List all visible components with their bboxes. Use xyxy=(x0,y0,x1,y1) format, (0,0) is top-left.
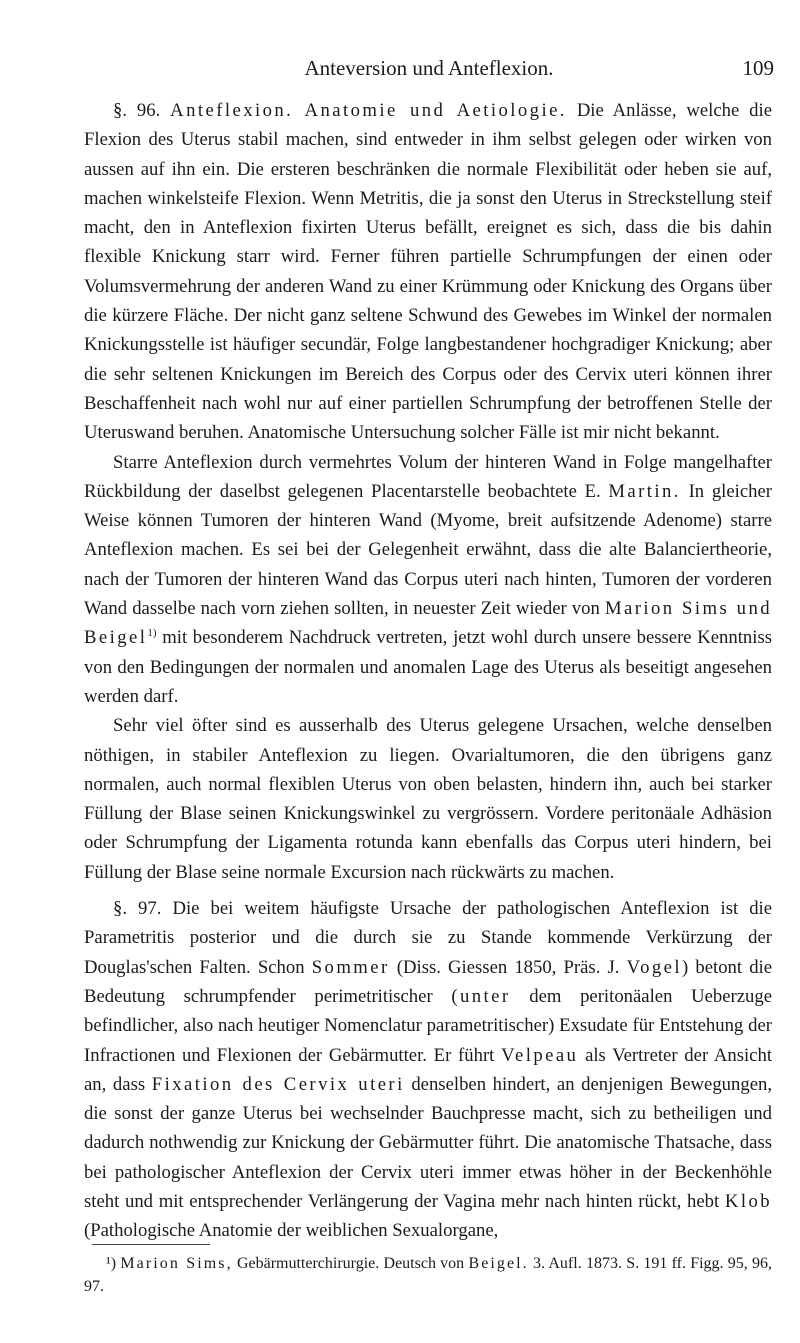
footnote-mark: ¹) xyxy=(106,1255,117,1272)
paragraph-text: mit besonderem Nachdruck vertreten, jetzt wohl durch unsere bessere Kenntniss von den Bedingungen der normalen und anomalen Lage des Uterus als beseitigt angesehen werden darf. xyxy=(84,627,773,707)
paragraph-96 xyxy=(84,96,772,448)
author-name-martin: Martin. xyxy=(608,480,681,502)
paragraph-text: als Vertreter der Ansicht an, dass xyxy=(84,1044,773,1095)
paragraph-text: Die Anlässe, welche die Flexion des Uterus stabil machen, sind entweder in ihm selbst gelegen oder wirken von aussen auf ihn ein. Die ersteren beschränken die normale Flexibilität oder heben sie auf, machen winkelsteife Flexion. Wenn Metritis, die ja sonst den Uterus in Streckstellung steif macht, den in Anteflexion fixirten Uterus befällt, ereignet es sich, dass die bis dahin flexible Knickung starr wird. Ferner führen partielle Schrumpfungen der einen oder Volumsvermehrung der anderen Wand zu einer Krümmung oder Knickung des Organs über die kürzere Fläche. Der nicht ganz seltene Schwund des Gewebes im Winkel der normalen Knickungsstelle ist häufiger secundär, Folge langbestandener hochgradiger Knickung; aber die sehr seltenen Knickungen im Bereich des Corpus oder des Cervix uteri können ihrer Beschaffenheit nach wohl nur auf einer partiellen Schrumpfung der betroffenen Stelle der Uteruswand beruhen. Anatomische Untersuchung solcher Fälle ist mir nicht bekannt. xyxy=(84,100,773,444)
paragraph-text: denselben hindert, an denjenigen Bewegungen, die sonst der ganze Uterus bei wechselnder Bauchpresse macht, sich zu betheiligen und dadurch nothwendig zur Knickung der Gebärmutter führt. Die anatomische Thatsache, dass bei pathologischer Anteflexion der Cervix uteri immer etwas höher in der Beckenhöhle steht und mit entsprechender Verlängerung der Vagina mehr nach hinten rückt, hebt xyxy=(84,1073,773,1212)
section-number: §. 97. xyxy=(113,898,162,920)
page-number: 109 xyxy=(742,56,774,80)
author-name-velpeau: Velpeau xyxy=(501,1044,579,1066)
section-heading: Anteflexion. Anatomie und Aetiologie. xyxy=(170,100,567,121)
footnote-text: 3. Aufl. 1873. S. 191 ff. Figg. 95, 96, 97. xyxy=(84,1255,773,1295)
paragraph-text: (Pathologische Anatomie der weiblichen Sexualorgane, xyxy=(84,1220,499,1242)
author-name-klob: Klob xyxy=(724,1190,772,1212)
paragraph-text: Starre Anteflexion durch vermehrtes Volum der hinteren Wand in Folge mangelhafter Rückbildung der daselbst gelegenen Placentarstelle beobachtete E. xyxy=(84,451,772,502)
footnote-authors: Marion Sims, xyxy=(120,1255,233,1272)
emphasis-fixation: Fixation des Cervix uteri xyxy=(151,1073,405,1095)
emphasis-unter: (unter xyxy=(451,985,511,1007)
author-name-sommer: Sommer xyxy=(311,956,390,978)
paragraph-text: Die bei weitem häufigste Ursache der pathologischen Anteflexion ist die Parametritis posterior und die durch sie zu Stande kommende Verkürzung der Douglas'schen Falten. Schon xyxy=(84,898,773,978)
paragraph-text: (Diss. Giessen 1850, Präs. J. xyxy=(396,956,620,978)
paragraph-ausserhalb xyxy=(84,711,772,887)
footnotes xyxy=(84,1252,772,1298)
paragraph-text: Sehr viel öfter sind es ausserhalb des Uterus gelegene Ursachen, welche denselben nöthigen, in stabiler Anteflexion zu liegen. Ovarialtumoren, die den übrigens ganz normalen, auch normal flexiblen Uterus von oben belasten, hindern ihn, auch bei starker Füllung der Blase seinen Knickungswinkel zu vergrössern. Vordere peritonäale Adhäsion oder Schrumpfung der Ligamenta rotunda kann ebenfalls das Corpus uteri hindern, bei Füllung der Blase seine normale Excursion nach rückwärts zu machen. xyxy=(84,715,772,883)
footnote-divider xyxy=(92,1244,210,1245)
footnote-1 xyxy=(84,1252,772,1298)
footnote-translator: Beigel. xyxy=(468,1255,529,1272)
paragraph-starre-anteflexion xyxy=(84,448,772,712)
paragraph-97 xyxy=(84,894,772,1246)
paragraph-text: In gleicher Weise können Tumoren der hinteren Wand (Myome, breit aufsitzende Adenome) starre Anteflexion machen. Es sei bei der Gelegenheit erwähnt, dass die alte Balanciertheorie, nach der Tumoren der hinteren Wand das Corpus uteri nach hinten, Tumoren der vorderen Wand dasselbe nach vorn ziehen sollten, in neuester Zeit wieder von xyxy=(84,480,772,620)
footnote-reference: 1) xyxy=(147,627,157,640)
author-name-sims-beigel: Marion Sims und Beigel xyxy=(84,598,773,649)
paragraph-text: dem peritonäalen Ueberzuge befindlicher, also nach heutiger Nomenclatur parametritischer) Exsudate für Entstehung der Infractionen und Flexionen der Gebärmutter. Er führt xyxy=(84,985,773,1066)
main-text xyxy=(84,96,772,1246)
paragraph-text: ) betont die Bedeutung schrumpfender perimetritischer xyxy=(84,956,773,1007)
running-title: Anteversion und Anteflexion. xyxy=(304,56,554,80)
author-name-vogel: Vogel xyxy=(626,956,683,978)
section-number: §. 96. xyxy=(113,100,161,121)
running-header xyxy=(84,56,774,86)
footnote-text: Gebärmutterchirurgie. Deutsch von xyxy=(236,1255,465,1272)
